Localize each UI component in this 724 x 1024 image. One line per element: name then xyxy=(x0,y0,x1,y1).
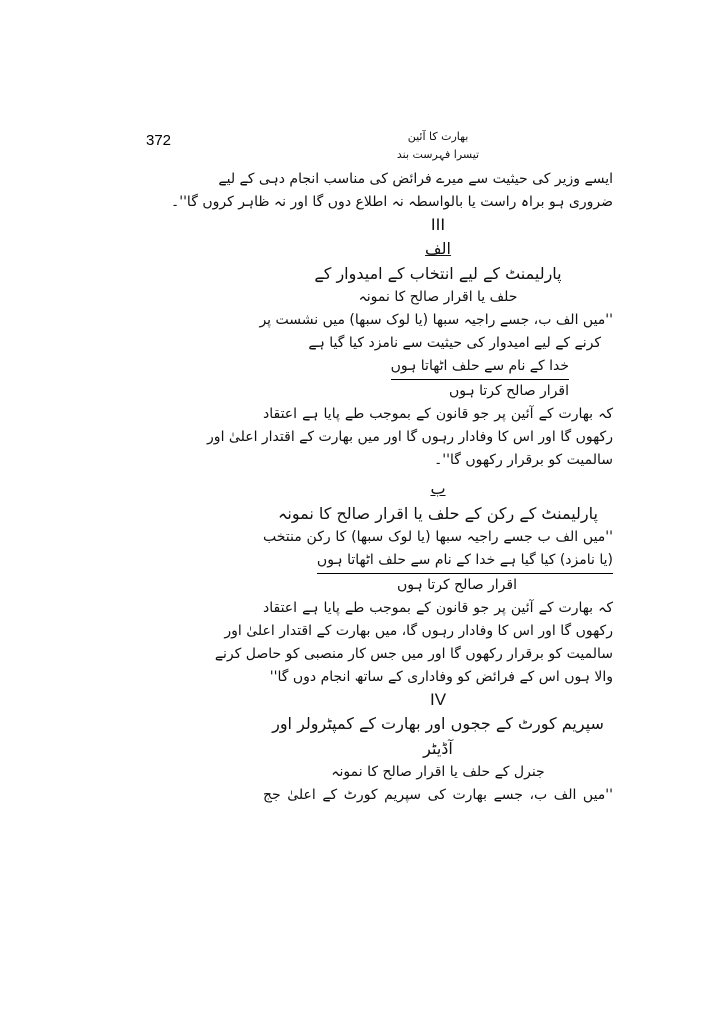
section-title: جنرل کے حلف یا اقرار صالح کا نمونہ xyxy=(331,764,545,780)
section-numeral: III xyxy=(430,215,446,234)
section-letter: الف xyxy=(425,239,451,258)
intro-paragraph xyxy=(171,168,613,214)
oath-paragraph xyxy=(263,784,613,807)
text-line: ضروری ہو براہ راست یا بالواسطہ نہ اطلاع دوں گا اور نہ ظاہر کروں گا''۔ xyxy=(171,194,613,210)
text-line: والا ہوں اس کے فرائض کو وفاداری کے ساتھ انجام دوں گا'' xyxy=(269,669,613,685)
oath-option-swear: (یا نامزد) کیا گیا ہے خدا کے نام سے حلف اٹھاتا ہوں xyxy=(317,549,613,574)
text-line: سالمیت کو برقرار رکھوں گا اور میں جس کار منصبی کو حاصل کرنے xyxy=(214,646,613,662)
page-number: 372 xyxy=(146,132,172,149)
oath-paragraph xyxy=(214,526,613,689)
running-head-subtitle: تیسرا فہرست بند xyxy=(396,148,480,161)
section-letter: ب xyxy=(430,479,446,498)
text-line: ''میں الف ب، جسے بھارت کی سپریم کورٹ کے اعلیٰ جج xyxy=(263,787,613,803)
text-line: رکھوں گا اور اس کا وفادار رہوں گا، میں بھارت کے اقتدار اعلیٰ اور xyxy=(224,623,613,639)
section-title: پارلیمنٹ کے لیے انتخاب کے امیدوار کے xyxy=(314,264,562,283)
oath-option-affirm: اقرار صالح کرتا ہوں xyxy=(396,577,517,593)
oath-option xyxy=(263,355,613,380)
section-title: پارلیمنٹ کے رکن کے حلف یا اقرار صالح کا نمونہ xyxy=(278,504,598,523)
text-line: کہ بھارت کے آئین پر جو قانون کے بموجب طے پایا ہے اعتقاد xyxy=(263,406,613,422)
text-line: ''میں الف ب، جسے راجیہ سبھا (یا لوک سبھا) میں نشست پر xyxy=(259,312,613,328)
running-head-title: بھارت کا آئین xyxy=(407,130,469,143)
oath-paragraph xyxy=(207,309,613,472)
text-line: رکھوں گا اور اس کا وفادار رہوں گا اور میں بھارت کے اقتدار اعلیٰ اور xyxy=(207,429,613,445)
oath-option-affirm: اقرار صالح کرتا ہوں xyxy=(448,383,569,399)
text-line xyxy=(263,549,613,574)
text-line: ''میں الف ب جسے راجیہ سبھا (یا لوک سبھا) کا رکن منتخب xyxy=(263,529,613,545)
text-line: سالمیت کو برقرار رکھوں گا''۔ xyxy=(434,452,613,468)
text-line: کرنے کے لیے امیدوار کی حیثیت سے نامزد کیا گیا ہے xyxy=(308,335,601,351)
section-title: سپریم کورٹ کے ججوں اور بھارت کے کمپٹرولر اور آڈیٹر xyxy=(272,714,604,758)
text-line: کہ بھارت کے آئین پر جو قانون کے بموجب طے پایا ہے اعتقاد xyxy=(263,600,613,616)
section-title: حلف یا اقرار صالح کا نمونہ xyxy=(358,289,518,305)
oath-option-swear: خدا کے نام سے حلف اٹھاتا ہوں xyxy=(391,355,569,380)
running-head xyxy=(263,128,613,164)
section-numeral: IV xyxy=(429,690,447,709)
text-line: ایسے وزیر کی حیثیت سے میرے فرائض کی مناسب انجام دہی کے لیے xyxy=(218,171,613,187)
document-body xyxy=(171,128,613,807)
